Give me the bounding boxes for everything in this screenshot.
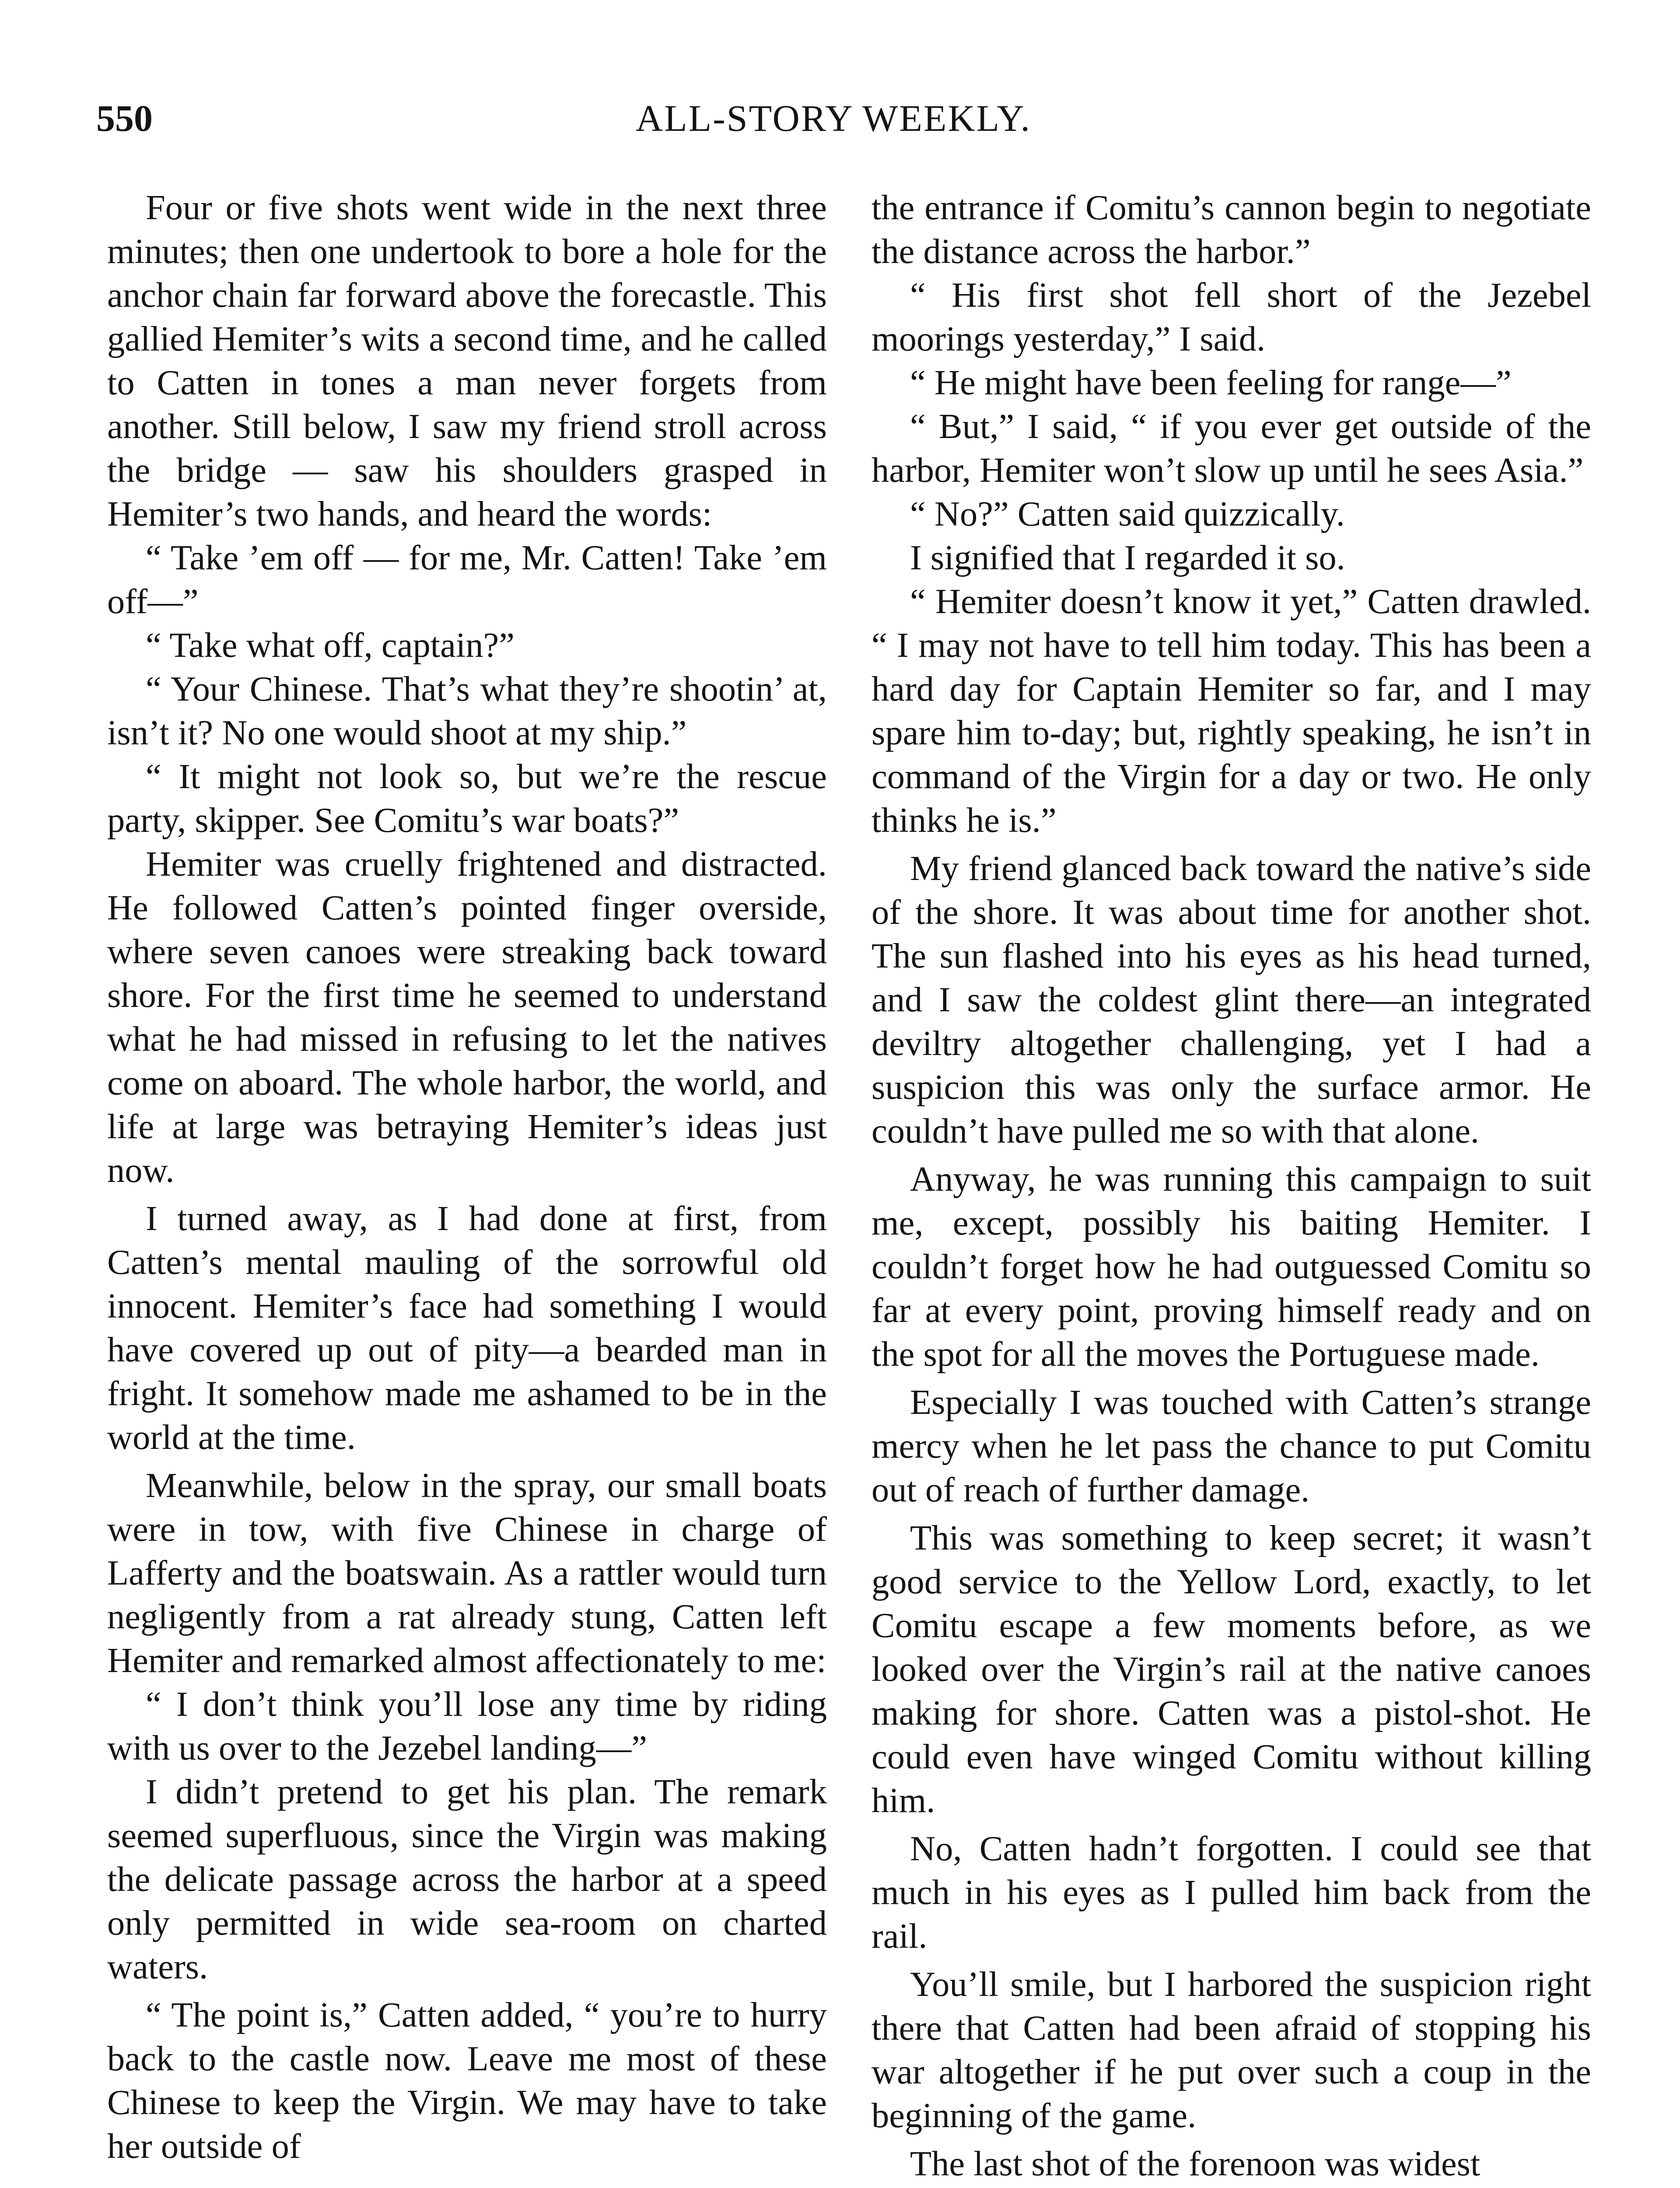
paragraph: The last shot of the forenoon was widest	[910, 2144, 1480, 2183]
paragraph: “ He might have been feeling for range—”	[910, 363, 1512, 402]
paragraph: Four or five shots went wide in the next three minutes; then one undertook to bore a hole for the anchor chain far forward above the forecastle. This gallied Hemiter’s wits a second time, and he called to Catten in tones a man never forgets from another. Still below, I saw my friend stroll across the bridge — saw his shoulders grasped in Hemiter’s two hands, and heard the words:	[107, 188, 827, 533]
paragraph: “ No?” Catten said quizzically.	[910, 494, 1345, 533]
paragraph: “ The point is,” Catten added, “ you’re to hurry back to the castle now. Leave me most of these Chinese to keep the Virgin. We may have to take her outside of	[107, 1995, 827, 2166]
paragraph: No, Catten hadn’t forgotten. I could see that much in his eyes as I pulled him back from the rail.	[872, 1829, 1591, 1956]
paragraph: Meanwhile, below in the spray, our small boats were in tow, with five Chinese in charge of Lafferty and the boatswain. As a rattler would turn negligently from a rat already stung, Catten left Hemiter and remarked almost affectionately to me:	[107, 1466, 827, 1680]
paragraph: This was something to keep secret; it wasn’t good service to the Yellow Lord, exactly, to let Comitu escape a few moments before, as we looked over the Virgin’s rail at the native canoes making for shore. Catten was a pistol-shot. He could even have winged Comitu without killing him.	[872, 1518, 1591, 1820]
paragraph: I signified that I regarded it so.	[910, 538, 1345, 577]
paragraph: the entrance if Comitu’s cannon begin to negotiate the distance across the harbor.”	[872, 188, 1591, 271]
paragraph: Anyway, he was running this campaign to suit me, except, possibly his baiting Hemiter. I couldn’t forget how he had outguessed Comitu so far at every point, proving himself ready and on the spot for all the moves the Portuguese made.	[872, 1160, 1591, 1374]
running-title: ALL-STORY WEEKLY.	[636, 97, 1031, 139]
paragraph: You’ll smile, but I harbored the suspicion right there that Catten had been afraid of stopping his war altogether if he put over such a coup in the beginning of the game.	[872, 1965, 1591, 2135]
paragraph: I turned away, as I had done at first, from Catten’s mental mauling of the sorrowful old innocent. Hemiter’s face had something I would have covered up out of pity—a bearded man in fright. It somehow made me ashamed to be in the world at the time.	[107, 1199, 827, 1457]
paragraph: “ It might not look so, but we’re the rescue party, skipper. See Comitu’s war boats?”	[107, 757, 827, 840]
left-column	[107, 186, 827, 2168]
right-column	[872, 186, 1591, 2186]
page-header	[96, 94, 1571, 151]
paragraph: “ Take what off, captain?”	[146, 626, 514, 665]
paragraph: My friend glanced back toward the native’s side of the shore. It was about time for another shot. The sun flashed into his eyes as his head turned, and I saw the coldest glint there—an integrated deviltry altogether challenging, yet I had a suspicion this was only the surface armor. He couldn’t have pulled me so with that alone.	[872, 849, 1591, 1150]
paragraph: “ Your Chinese. That’s what they’re shootin’ at, isn’t it? No one would shoot at my ship.”	[107, 670, 827, 752]
paragraph: “ But,” I said, “ if you ever get outside of the harbor, Hemiter won’t slow up until he sees Asia.”	[872, 407, 1591, 490]
paragraph: Hemiter was cruelly frightened and distracted. He followed Catten’s pointed finger overside, where seven canoes were streaking back toward shore. For the first time he seemed to understand what he had missed in refusing to let the natives come on aboard. The whole harbor, the world, and life at large was betraying Hemiter’s ideas just now.	[107, 845, 827, 1190]
page-number: 550	[96, 97, 153, 139]
paragraph: “ Take ’em off — for me, Mr. Catten! Take ’em off—”	[107, 538, 827, 621]
paragraph: “ His first shot fell short of the Jezebel moorings yesterday,” I said.	[872, 276, 1591, 358]
paragraph: “ I don’t think you’ll lose any time by riding with us over to the Jezebel landing—”	[107, 1685, 827, 1767]
paragraph: “ Hemiter doesn’t know it yet,” Catten drawled. “ I may not have to tell him today. This has been a hard day for Captain Hemiter so far, and I may spare him to-day; but, rightly speaking, he isn’t in command of the Virgin for a day or two. He only thinks he is.”	[872, 582, 1591, 840]
paragraph: Especially I was touched with Catten’s strange mercy when he let pass the chance to put Comitu out of reach of further damage.	[872, 1383, 1591, 1509]
paragraph: I didn’t pretend to get his plan. The remark seemed superfluous, since the Virgin was making the delicate passage across the harbor at a speed only permitted in wide sea-room on charted waters.	[107, 1772, 827, 1986]
